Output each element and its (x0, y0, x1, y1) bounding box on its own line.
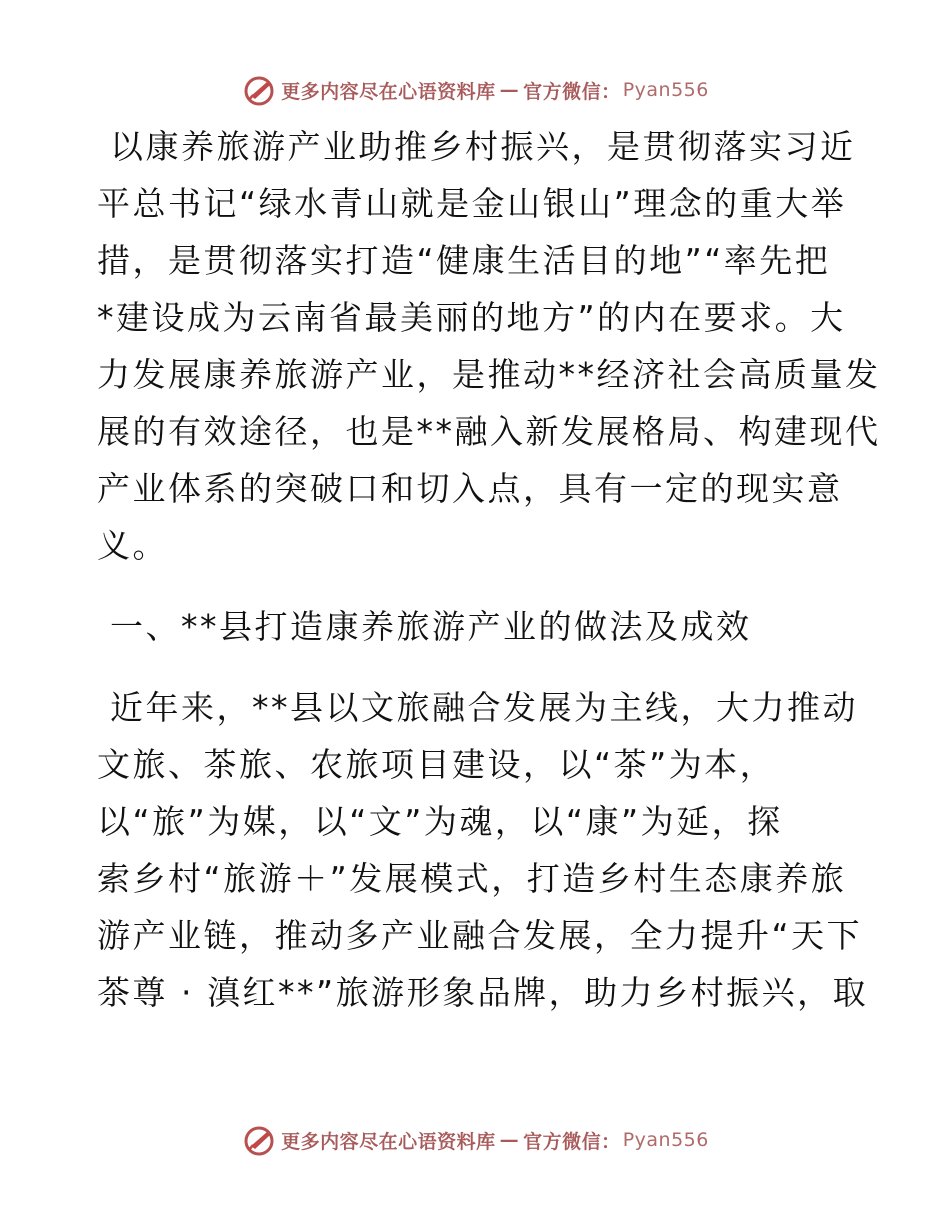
header-watermark (0, 70, 950, 110)
text-line: *建设成为云南省最美丽的地方”的内在要求。大 (97, 298, 846, 337)
text-line: 索乡村“旅游＋”发展模式，打造乡村生态康养旅 (97, 859, 847, 898)
text-line: 平总书记“绿水青山就是金山银山”理念的重大举 (97, 184, 847, 223)
watermark-brand: 更多内容尽在心语资料库 (281, 1130, 496, 1153)
text-line: 产业体系的突破口和切入点，具有一定的现实意 (97, 469, 843, 508)
text-line: 展的有效途径，也是**融入新发展格局、构建现代 (97, 412, 881, 451)
text-line: 近年来，**县以文旅融合发展为主线，大力推动 (97, 688, 858, 727)
section-heading: 一、**县打造康养旅游产业的做法及成效 (97, 607, 752, 646)
text-line: 茶尊 · 滇红**”旅游形象品牌，助力乡村振兴，取 (97, 973, 869, 1012)
text-line: 措，是贯彻落实打造“健康生活目的地”“率先把 (97, 241, 831, 280)
watermark-handle: Pyan556 (622, 79, 709, 101)
watermark-separator: — (499, 1129, 520, 1151)
quill-seal-icon (241, 72, 277, 108)
document-body (97, 118, 881, 1021)
watermark-wechat-label: 官方微信： (523, 1130, 621, 1153)
watermark-separator: — (499, 79, 520, 101)
watermark-wechat-label: 官方微信： (523, 80, 621, 103)
paragraph-section-1 (97, 679, 869, 1021)
text-line: 游产业链，推动多产业融合发展，全力提升“天下 (97, 916, 863, 955)
text-line: 以康养旅游产业助推乡村振兴，是贯彻落实习近 (97, 127, 856, 166)
paragraph-intro (97, 118, 881, 574)
text-line: 以“旅”为媒，以“文”为魂，以“康”为延，探 (97, 802, 783, 841)
text-line: 文旅、茶旅、农旅项目建设，以“茶”为本， (97, 745, 776, 784)
watermark-brand: 更多内容尽在心语资料库 (281, 80, 496, 103)
watermark-handle: Pyan556 (622, 1129, 709, 1151)
quill-seal-icon (241, 1122, 277, 1158)
footer-watermark (0, 1120, 950, 1160)
text-line: 力发展康养旅游产业，是推动**经济社会高质量发 (97, 355, 881, 394)
text-line: 义。 (97, 526, 168, 565)
